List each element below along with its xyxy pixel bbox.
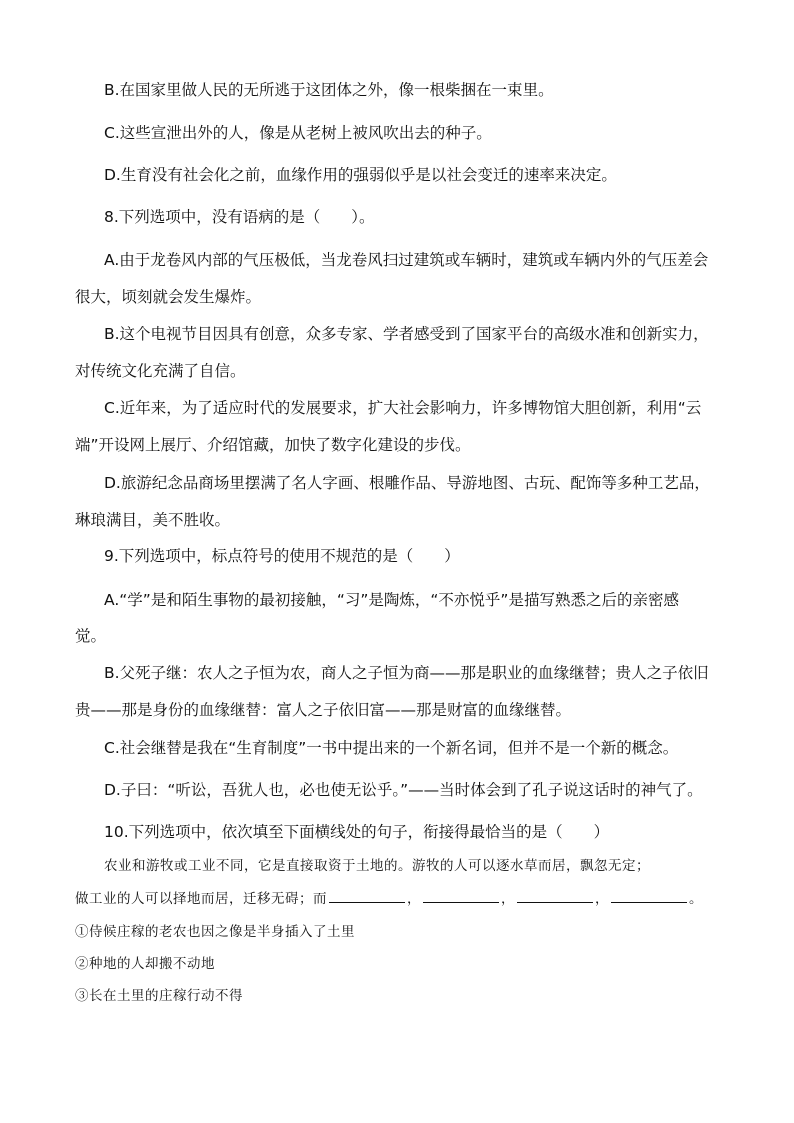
- q10-passage-line2: [75, 885, 734, 914]
- q9-option-b-line1: B.父死子继：农人之子恒为农，商人之子恒为商——那是职业的血缘继替；贵人之子依旧: [104, 664, 709, 682]
- fill-blank-2[interactable]: [423, 886, 499, 903]
- q7-option-d: D.生育没有社会化之前，血缘作用的强弱似乎是以社会变迁的速率来决定。: [104, 166, 617, 184]
- blank-separator: ，: [595, 891, 609, 907]
- q9-stem: 9.下列选项中，标点符号的使用不规范的是（ ）: [104, 547, 460, 565]
- blank-separator: ，: [501, 891, 515, 907]
- q8-option-a-line1: A.由于龙卷风内部的气压极低，当龙卷风扫过建筑或车辆时，建筑或车辆内外的气压差会: [104, 251, 709, 269]
- q9-option-c: C.社会继替是我在“生育制度”一书中提出来的一个新名词，但并不是一个新的概念。: [104, 739, 679, 757]
- q9-option-d: D.子曰：“听讼，吾犹人也，必也使无讼乎。”——当时体会到了孔子说这话时的神气了。: [104, 781, 703, 799]
- q10-option-2: ②种地的人却搬不动地: [75, 956, 215, 972]
- q8-option-c-line2: 端”开设网上展厅、介绍馆藏，加快了数字化建设的步伐。: [75, 436, 471, 454]
- q7-option-c: C.这些宣泄出外的人，像是从老树上被风吹出去的种子。: [104, 124, 492, 142]
- q8-option-c-line1: C.近年来，为了适应时代的发展要求，扩大社会影响力，许多博物馆大胆创新，利用“云: [104, 399, 702, 417]
- passage-end-mark: 。: [689, 891, 703, 907]
- q8-option-b-line1: B.这个电视节目因具有创意，众多专家、学者感受到了国家平台的高级水准和创新实力，: [104, 325, 709, 343]
- q10-passage-line1: 农业和游牧或工业不同，它是直接取资于土地的。游牧的人可以逐水草而居，飘忽无定；: [104, 858, 650, 874]
- q10-passage-line2-text: 做工业的人可以择地而居，迁移无碍；而: [75, 891, 327, 907]
- q9-option-b-line2: 贵——那是身份的血缘继替：富人之子依旧富——那是财富的血缘继替。: [75, 701, 572, 719]
- blank-separator: ，: [407, 891, 421, 907]
- fill-blank-3[interactable]: [517, 886, 593, 903]
- q8-option-a-line2: 很大，顷刻就会发生爆炸。: [75, 288, 262, 306]
- q7-option-b: B.在国家里做人民的无所逃于这团体之外，像一根柴捆在一束里。: [104, 81, 554, 99]
- q9-option-a-line1: A.“学”是和陌生事物的最初接触，“习”是陶炼，“不亦悦乎”是描写熟悉之后的亲密感: [104, 591, 679, 609]
- fill-blank-4[interactable]: [611, 886, 687, 903]
- q8-stem: 8.下列选项中，没有语病的是（ ）。: [104, 208, 375, 226]
- q10-option-3: ③长在土里的庄稼行动不得: [75, 988, 243, 1004]
- q8-option-d-line1: D.旅游纪念品商场里摆满了名人字画、根雕作品、导游地图、古玩、配饰等多种工艺品，: [104, 474, 710, 492]
- q10-stem: 10.下列选项中，依次填至下面横线处的句子，衔接得最恰当的是（ ）: [104, 823, 610, 841]
- q9-option-a-line2: 觉。: [75, 627, 107, 645]
- q8-option-d-line2: 琳琅满目，美不胜收。: [75, 511, 231, 529]
- fill-blank-1[interactable]: [329, 886, 405, 903]
- q10-option-1: ①侍候庄稼的老农也因之像是半身插入了土里: [75, 924, 355, 940]
- q8-option-b-line2: 对传统文化充满了自信。: [75, 362, 246, 380]
